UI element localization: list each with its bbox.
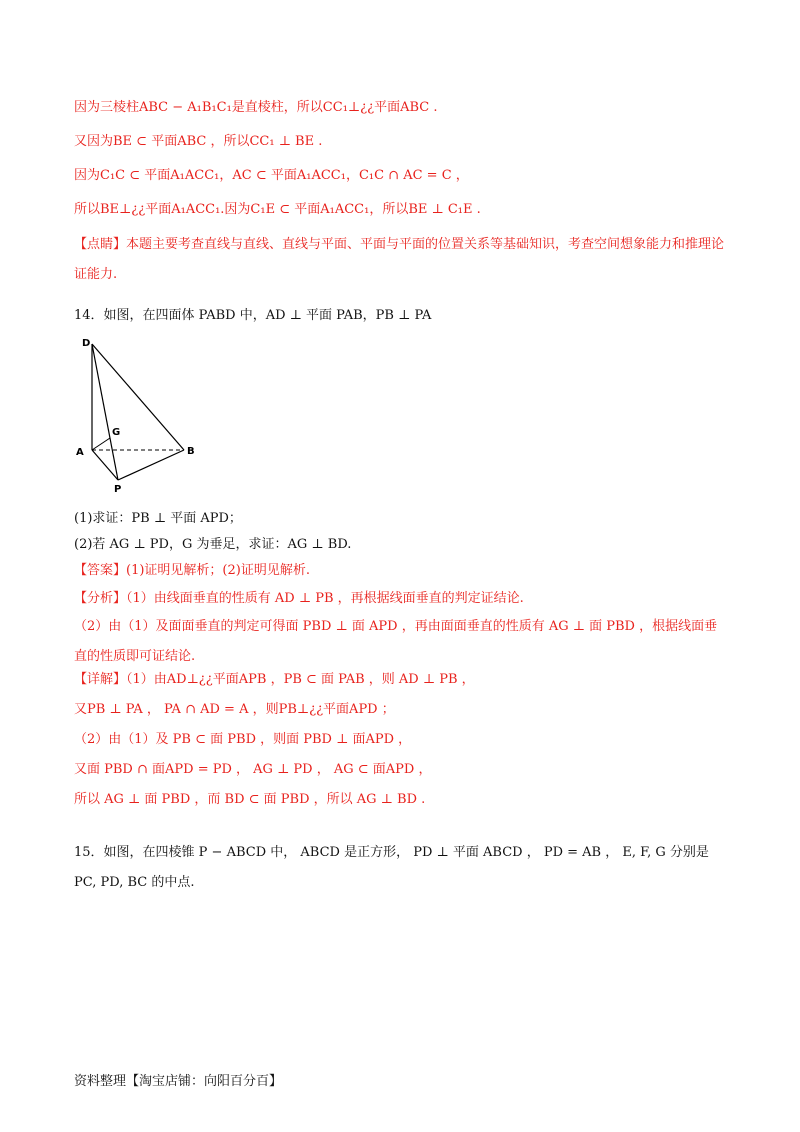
key-point-comment: 【点睛】本题主要考查直线与直线、直线与平面、平面与平面的位置关系等基础知识，考查空间想象能力和推理论证能力. — [74, 237, 725, 282]
solution13-line4: 所以BE⊥¿¿平面A₁ACC₁.因为C₁E ⊂ 平面A₁ACC₁，所以BE ⊥ C₁E . — [74, 202, 481, 217]
footer-text: 资料整理【淘宝店铺：向阳百分百】 — [74, 1074, 283, 1089]
edge-PB — [118, 450, 184, 480]
problem14-question2: (2)若 AG ⊥ PD，G 为垂足，求证：AG ⊥ BD. — [74, 537, 352, 552]
edge-AP — [92, 450, 118, 480]
solution13-line3: 因为C₁C ⊂ 平面A₁ACC₁，AC ⊂ 平面A₁ACC₁，C₁C ∩ AC = C ， — [74, 168, 469, 183]
analysis-line2: （2）由（1）及面面垂直的判定可得面 PBD ⊥ 面 APD ，再由面面垂直的性质有 AG ⊥ 面 PBD ，根据线面垂直的性质即可证结论. — [74, 619, 718, 664]
detail-line5: 所以 AG ⊥ 面 PBD ，而 BD ⊂ 面 PBD ，所以 AG ⊥ BD . — [74, 792, 426, 807]
problem14-stem: 14．如图，在四面体 PABD 中，AD ⊥ 平面 PAB，PB ⊥ PA — [74, 308, 432, 323]
analysis-line1: 【分析】（1）由线面垂直的性质有 AD ⊥ PB ，再根据线面垂直的判定证结论. — [74, 591, 524, 606]
edge-DB — [92, 344, 184, 450]
label-A: A — [76, 447, 84, 458]
detail-line4: 又面 PBD ∩ 面APD = PD ， AG ⊥ PD ， AG ⊂ 面APD ， — [74, 762, 432, 777]
problem15-stem: 15．如图，在四棱锥 P − ABCD 中， ABCD 是正方形， PD ⊥ 平面 ABCD ， PD = AB ， E, F, G 分别是 PC, PD, BC 的中点. — [74, 845, 709, 890]
solution13-line2: 又因为BE ⊂ 平面ABC ，所以CC₁ ⊥ BE . — [74, 134, 323, 149]
problem14-question1: (1)求证：PB ⊥ 平面 APD； — [74, 511, 242, 526]
label-G: G — [112, 427, 121, 438]
segment-AG — [92, 438, 110, 450]
tetrahedron-figure — [74, 334, 204, 494]
solution13-line1: 因为三棱柱ABC − A₁B₁C₁是直棱柱，所以CC₁⊥¿¿平面ABC . — [74, 100, 438, 115]
edge-DP — [92, 344, 121, 480]
detail-line2: 又PB ⊥ PA ， PA ∩ AD = A ，则PB⊥¿¿平面APD ； — [74, 702, 395, 717]
label-P: P — [114, 484, 122, 494]
label-B: B — [187, 446, 195, 457]
label-D: D — [82, 338, 91, 349]
detail-line1: 【详解】（1）由AD⊥¿¿平面APB ，PB ⊂ 面 PAB ，则 AD ⊥ PB ， — [74, 672, 475, 687]
answer-line: 【答案】(1)证明见解析；(2)证明见解析. — [74, 563, 310, 578]
detail-line3: （2）由（1）及 PB ⊂ 面 PBD ，则面 PBD ⊥ 面APD ， — [74, 732, 412, 747]
